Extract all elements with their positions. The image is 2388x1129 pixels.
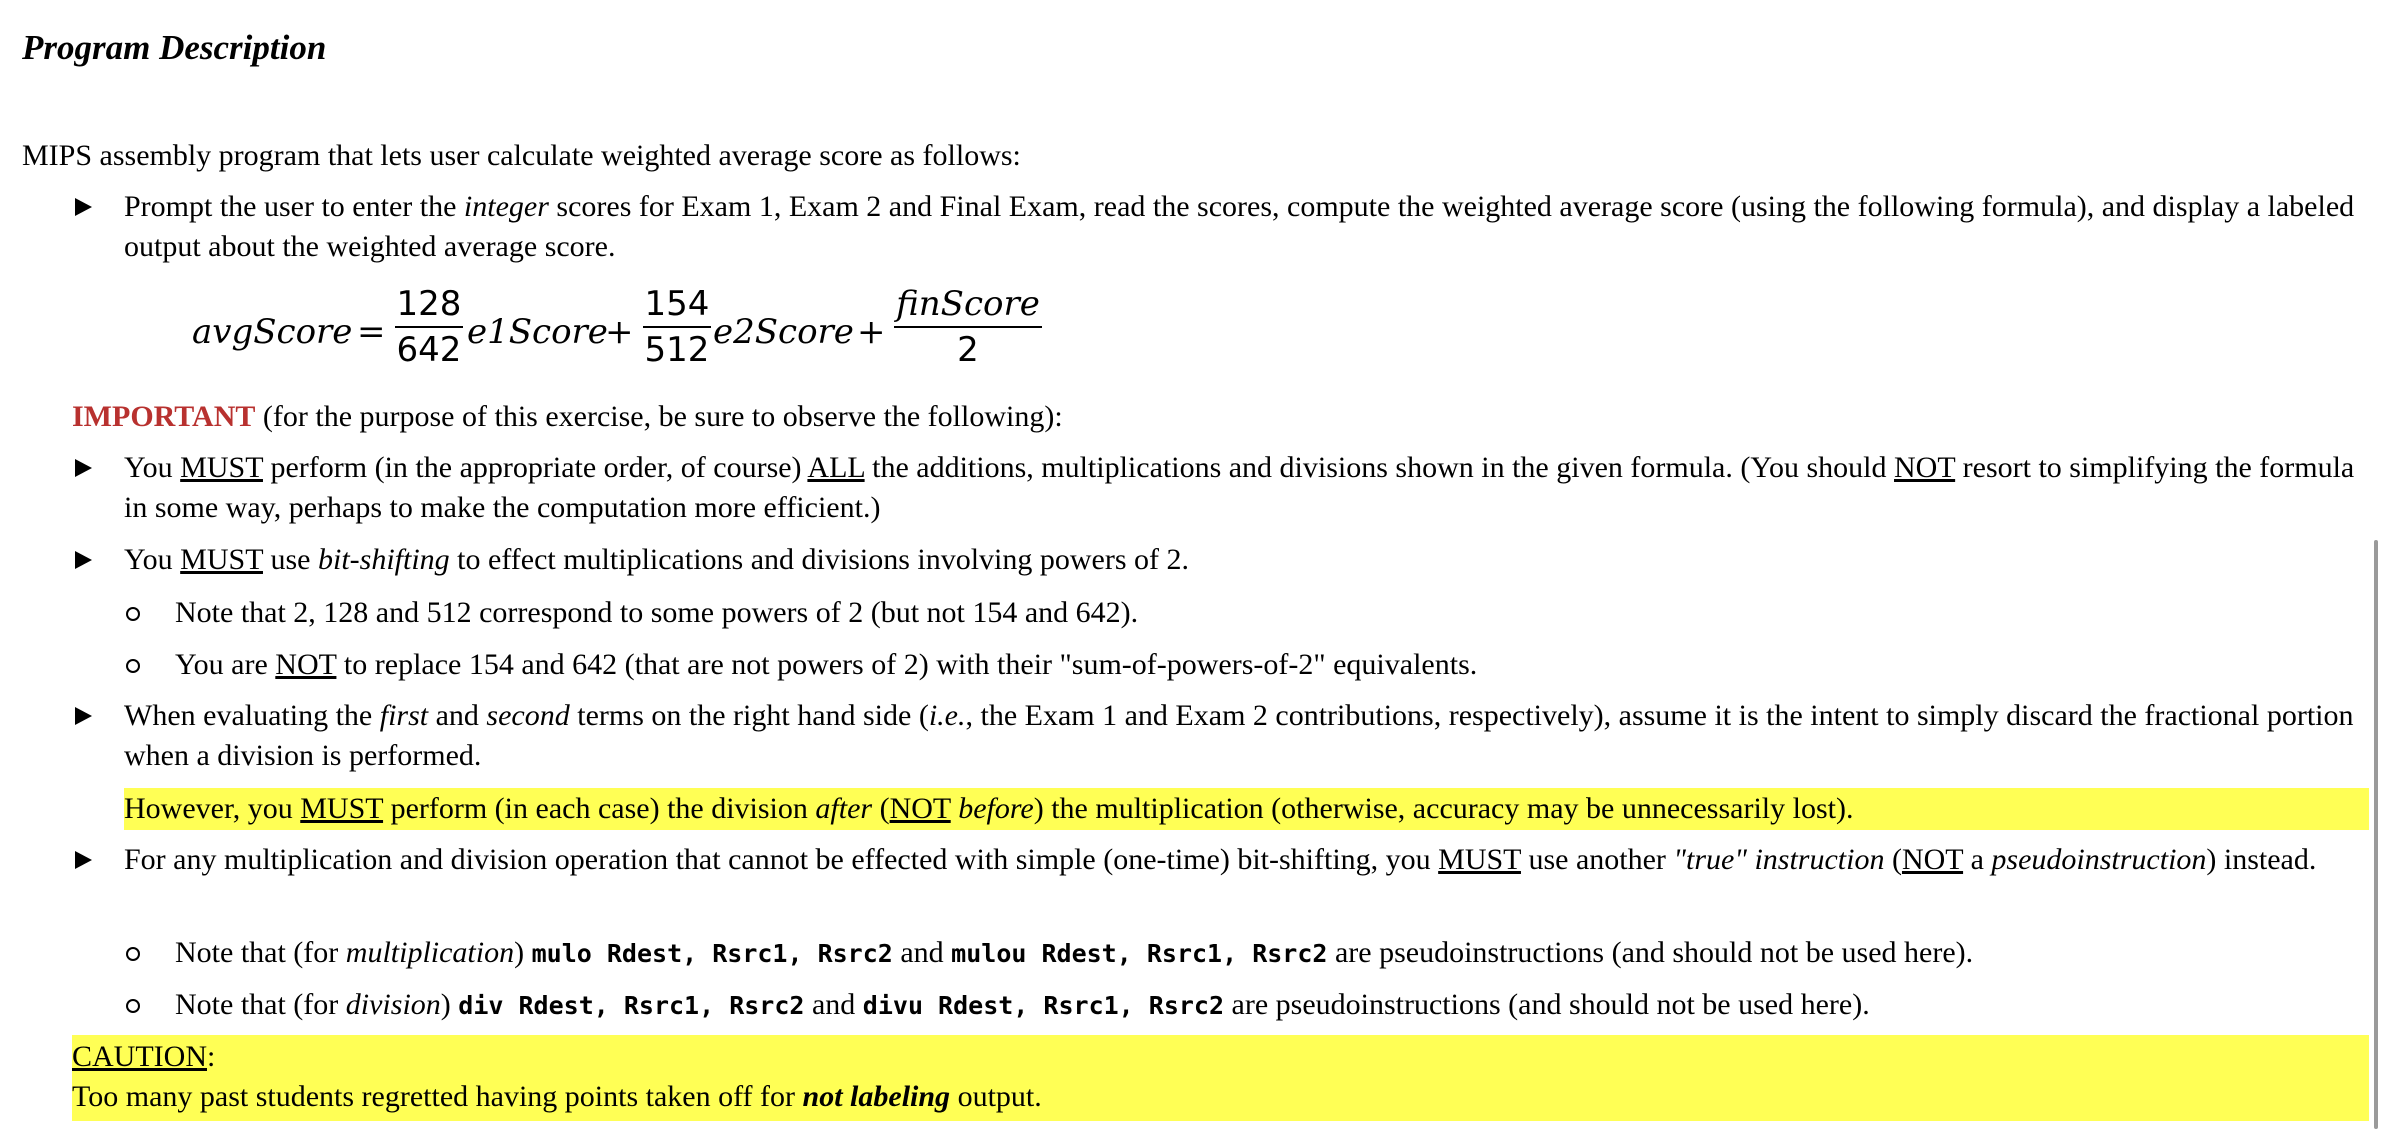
- bullet-triangle-icon: [75, 459, 92, 477]
- fraction-denominator: 2: [957, 330, 979, 370]
- highlight-division-after: However, you MUST perform (in each case) the division after (NOT before) the multiplication (otherwise, accuracy may be unnecessarily lost).: [124, 788, 2369, 830]
- fraction-numerator: 128: [396, 284, 462, 324]
- sub-bullet-circle-icon: [126, 947, 140, 961]
- sub-bullet-circle-icon: [126, 607, 140, 621]
- sub-bullet-div: Note that (for division) div Rdest, Rsrc1, Rsrc2 and divu Rdest, Rsrc1, Rsrc2 are pseudoinstructions (and should not be used here).: [175, 988, 1870, 1021]
- formula-plus: +: [605, 312, 634, 352]
- formula-equals: =: [357, 312, 386, 352]
- page-title: Program Description: [22, 28, 327, 67]
- caution-box: [72, 1035, 2369, 1121]
- formula-e2score: e2Score: [713, 312, 854, 352]
- important-label: IMPORTANT: [72, 400, 256, 433]
- bullet-prompt: Prompt the user to enter the integer scores for Exam 1, Exam 2 and Final Exam, read the scores, compute the weighted average score (using the following formula), and display a labeled output about the weighted average score.: [124, 190, 2355, 263]
- fraction-denominator: 642: [396, 330, 462, 370]
- bullet-triangle-icon: [75, 851, 92, 869]
- sub-bullet-powers-of-2: Note that 2, 128 and 512 correspond to some powers of 2 (but not 154 and 642).: [175, 596, 1139, 629]
- bullet-discard-fraction: When evaluating the first and second terms on the right hand side (i.e., the Exam 1 and Exam 2 contributions, respectively), assume it is the intent to simply discard the fractional portion when a division is performed.: [124, 699, 2354, 772]
- formula-plus: +: [857, 312, 886, 352]
- sub-bullet-circle-icon: [126, 659, 140, 673]
- sub-bullet-circle-icon: [126, 999, 140, 1013]
- caution-text: Too many past students regretted having points taken off for not labeling output.: [72, 1080, 1042, 1113]
- intro-text: MIPS assembly program that lets user calculate weighted average score as follows:: [22, 139, 1021, 172]
- formula-lhs: avgScore: [192, 312, 353, 352]
- fraction-finscore-2: [894, 282, 1042, 372]
- bullet-triangle-icon: [75, 551, 92, 569]
- fraction-denominator: 512: [644, 330, 710, 370]
- formula-e1score: e1Score: [467, 312, 608, 352]
- sub-bullet-mulo: Note that (for multiplication) mulo Rdest, Rsrc1, Rsrc2 and mulou Rdest, Rsrc1, Rsrc2 are pseudoinstructions (and should not be used here).: [175, 936, 1974, 969]
- fraction-154-512: [643, 282, 711, 372]
- bullet-triangle-icon: [75, 707, 92, 725]
- vertical-scrollbar[interactable]: [2374, 540, 2378, 1129]
- fraction-numerator: 154: [644, 284, 710, 324]
- bullet-true-instruction: For any multiplication and division operation that cannot be effected with simple (one-time) bit-shifting, you MUST use another "true" instruction (NOT a pseudoinstruction) instead.: [124, 843, 2317, 876]
- caution-title: CAUTION:: [72, 1040, 216, 1073]
- sub-bullet-not-replace: You are NOT to replace 154 and 642 (that are not powers of 2) with their "sum-of-powers-of-2" equivalents.: [175, 648, 1478, 681]
- fraction-128-642: [395, 282, 463, 372]
- bullet-must-perform-all: You MUST perform (in the appropriate order, of course) ALL the additions, multiplications and divisions shown in the given formula. (You should NOT resort to simplifying the formula in some way, perhaps to make the computation more efficient.): [124, 451, 2355, 524]
- bullet-triangle-icon: [75, 198, 92, 216]
- bullet-bit-shifting: You MUST use bit-shifting to effect multiplications and divisions involving powers of 2.: [124, 543, 1190, 576]
- fraction-numerator: finScore: [896, 284, 1040, 324]
- important-note: IMPORTANT (for the purpose of this exercise, be sure to observe the following):: [72, 400, 1063, 433]
